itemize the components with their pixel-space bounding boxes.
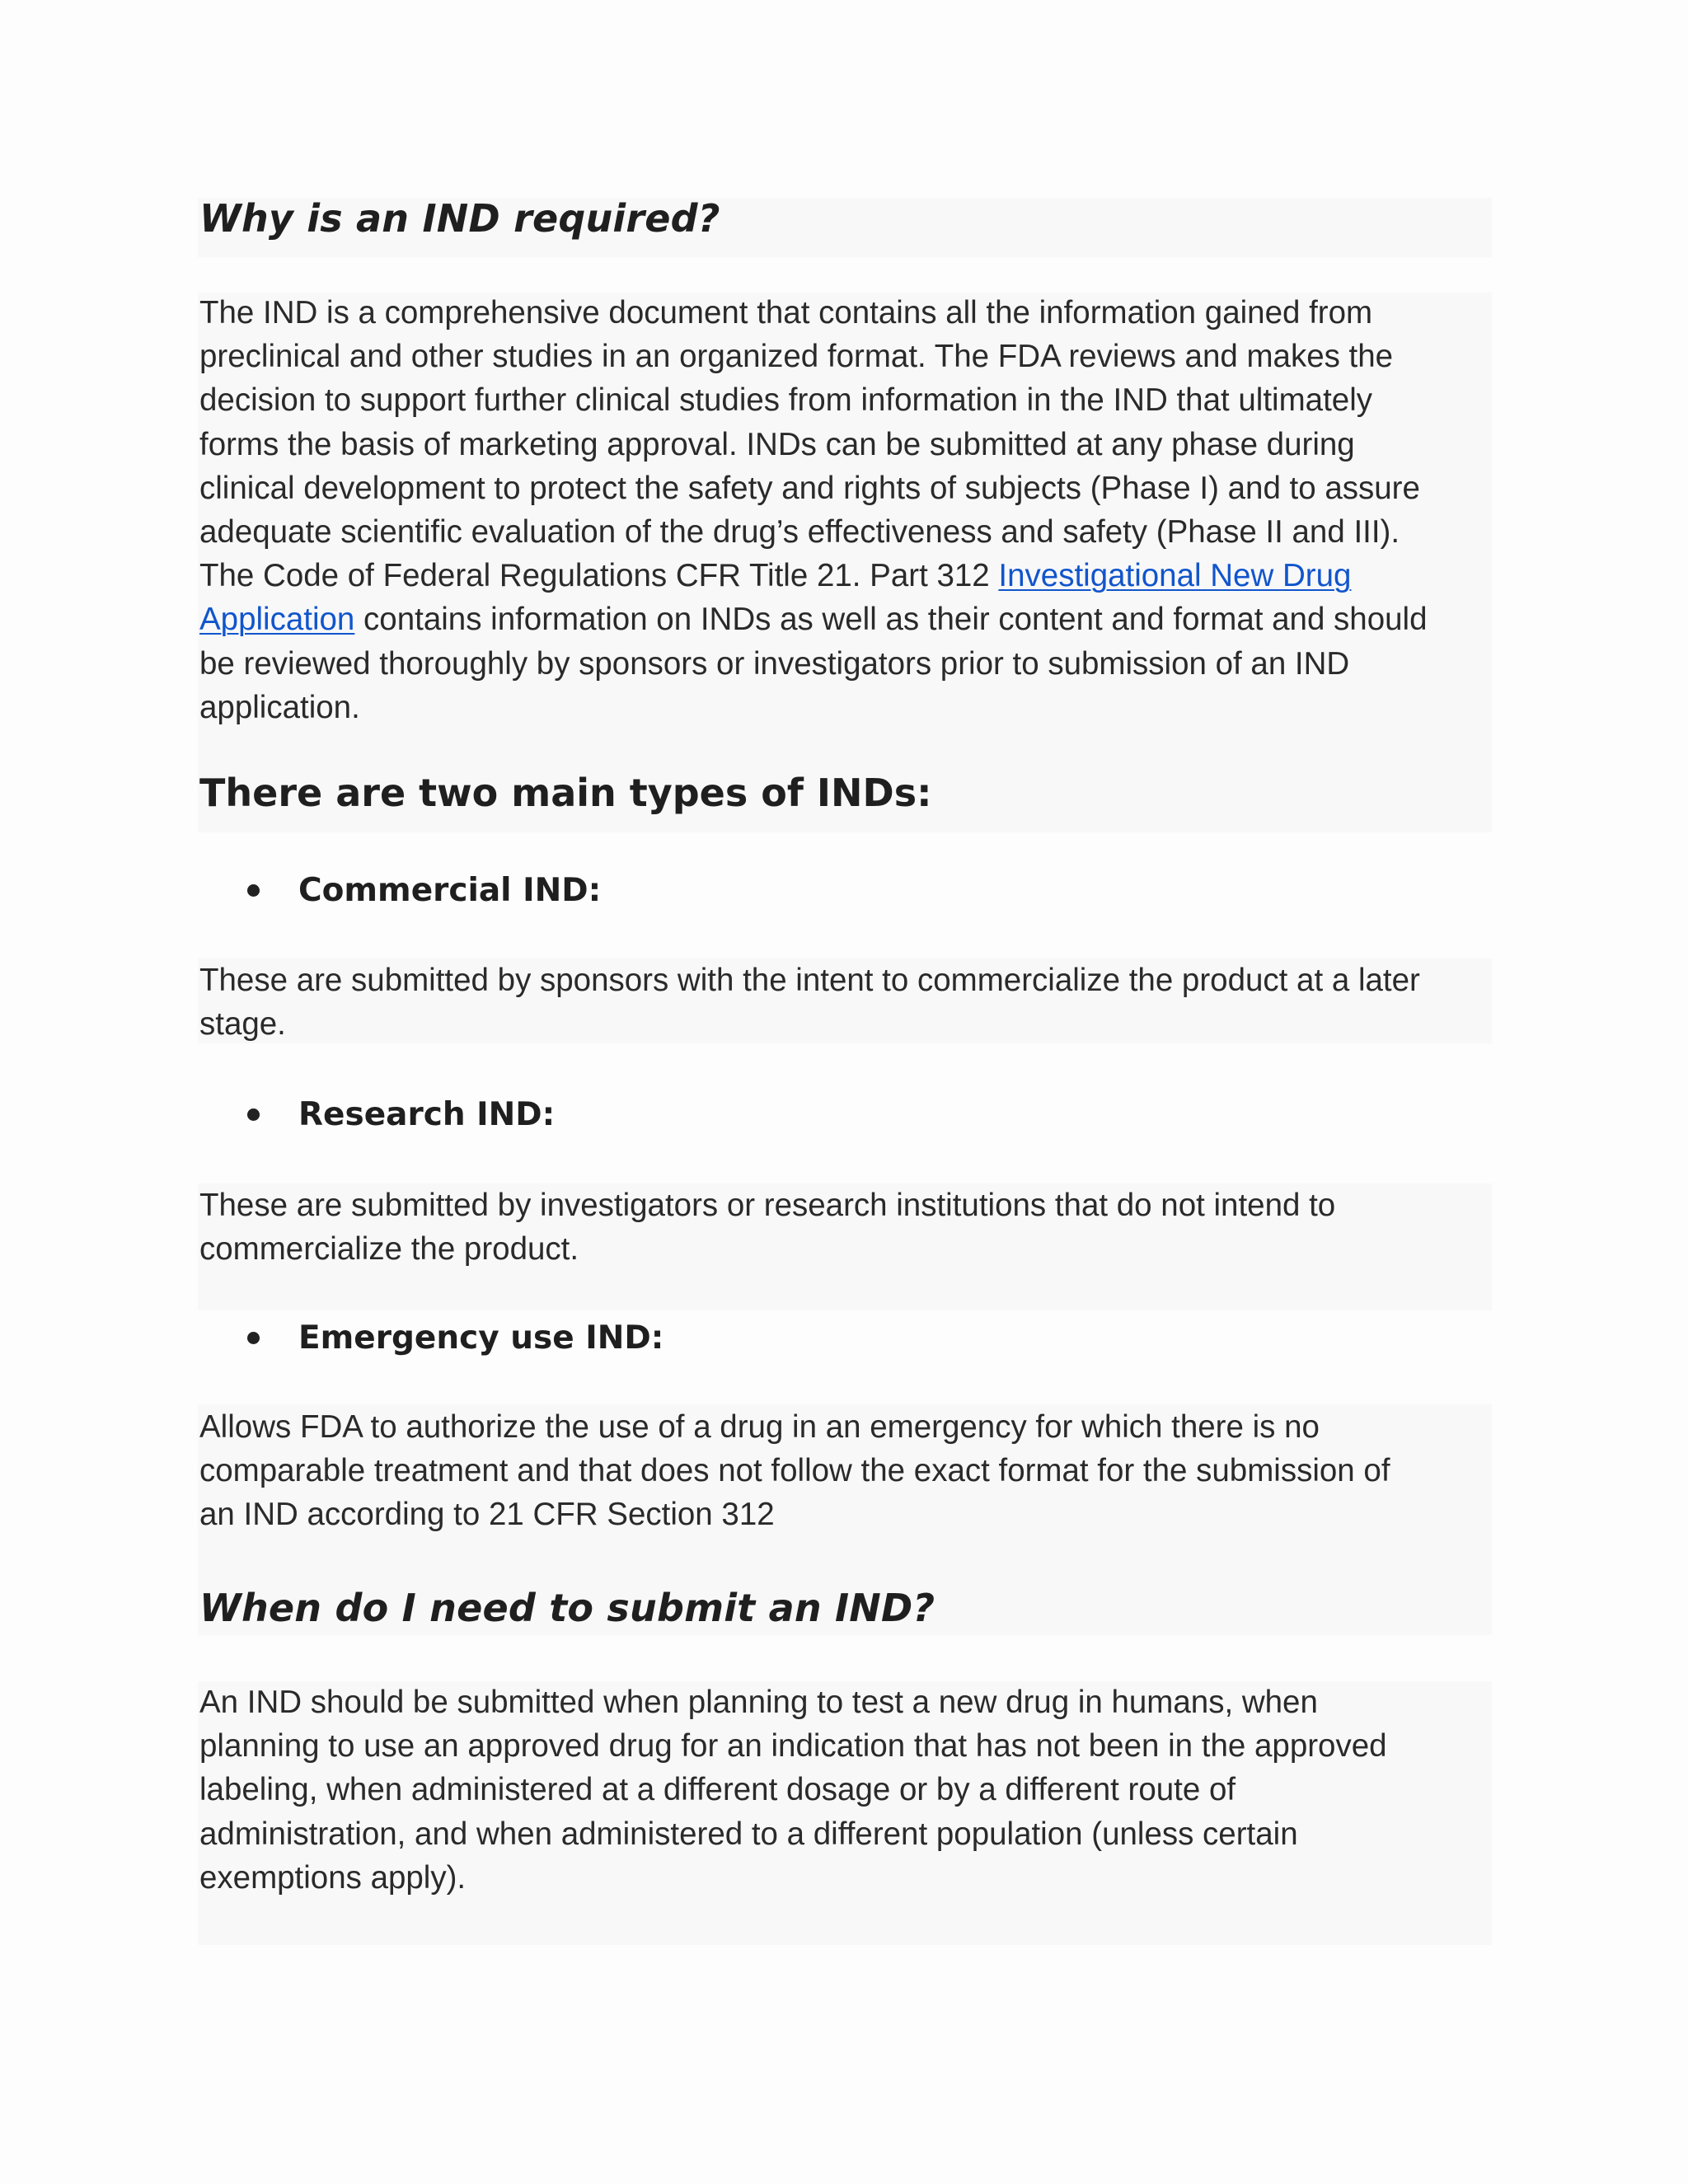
- text-line: decision to support further clinical studies from information in the IND that ultimately: [199, 382, 1372, 419]
- paragraph-emergency-use-ind: [199, 1405, 1502, 1537]
- text-line: The IND is a comprehensive document that contains all the information gained from: [199, 295, 1373, 330]
- text-line: preclinical and other studies in an organized format. The FDA reviews and makes the: [199, 339, 1394, 375]
- bullet-label: Commercial IND:: [298, 871, 602, 909]
- link-investigational-new-drug-application[interactable]: Investigational New Drug: [998, 558, 1352, 594]
- text-line: application.: [199, 689, 360, 725]
- bullet-label: Emergency use IND:: [298, 1319, 664, 1357]
- text-line: administration, and when administered to a different population (unless certain: [199, 1816, 1298, 1852]
- paragraph-research-ind: [199, 1183, 1502, 1271]
- text-line: adequate scientific evaluation of the drug’s effectiveness and safety (Phase II and III).: [199, 514, 1400, 551]
- text-line: These are submitted by investigators or research institutions that do not intend to: [199, 1188, 1336, 1223]
- text-line: These are submitted by sponsors with the intent to commercialize the product at a later: [199, 963, 1420, 998]
- text-cfr-reference: The Code of Federal Regulations CFR Title 21. Part 312: [199, 558, 999, 594]
- text-line: Allows FDA to authorize the use of a drug in an emergency for which there is no: [199, 1409, 1320, 1445]
- text-line: be reviewed thoroughly by sponsors or investigators prior to submission of an IND: [199, 645, 1350, 682]
- paragraph-when-submit-ind: [199, 1680, 1502, 1900]
- bullet-dot-icon: [247, 1108, 260, 1121]
- paragraph-why-ind: [199, 291, 1502, 729]
- text-line-with-link: [199, 554, 1502, 598]
- bullet-emergency-use-ind: [247, 1313, 663, 1362]
- text-line: commercialize the product.: [199, 1231, 579, 1268]
- heading-types-of-inds: There are two main types of INDs:: [199, 771, 932, 815]
- text-line: clinical development to protect the safety and rights of subjects (Phase I) and to assure: [199, 470, 1420, 506]
- heading-why-ind-required: Why is an IND required?: [199, 196, 720, 241]
- text-line: forms the basis of marketing approval. INDs can be submitted at any phase during: [199, 426, 1355, 462]
- paragraph-commercial-ind: [199, 958, 1502, 1046]
- link-investigational-new-drug-application-continued[interactable]: Application: [199, 602, 355, 638]
- bullet-dot-icon: [247, 884, 260, 897]
- text-line: comparable treatment and that does not follow the exact format for the submission of: [199, 1453, 1390, 1489]
- text-line: labeling, when administered at a different dosage or by a different route of: [199, 1772, 1236, 1808]
- text-line: an IND according to 21 CFR Section 312: [199, 1497, 775, 1533]
- text-line: planning to use an approved drug for an indication that has not been in the approved: [199, 1728, 1387, 1765]
- text-line: stage.: [199, 1006, 286, 1043]
- bullet-dot-icon: [247, 1332, 260, 1344]
- text-line: An IND should be submitted when planning to test a new drug in humans, when: [199, 1685, 1318, 1720]
- bullet-research-ind: [247, 1090, 555, 1139]
- text-line: exemptions apply).: [199, 1859, 467, 1896]
- bullet-label: Research IND:: [298, 1095, 556, 1133]
- text-line-rest: contains information on INDs as well as their content and format and should: [354, 602, 1428, 638]
- bullet-commercial-ind: [247, 865, 601, 915]
- heading-when-submit-ind: When do I need to submit an IND?: [199, 1586, 935, 1630]
- text-line-with-link: [199, 598, 1502, 641]
